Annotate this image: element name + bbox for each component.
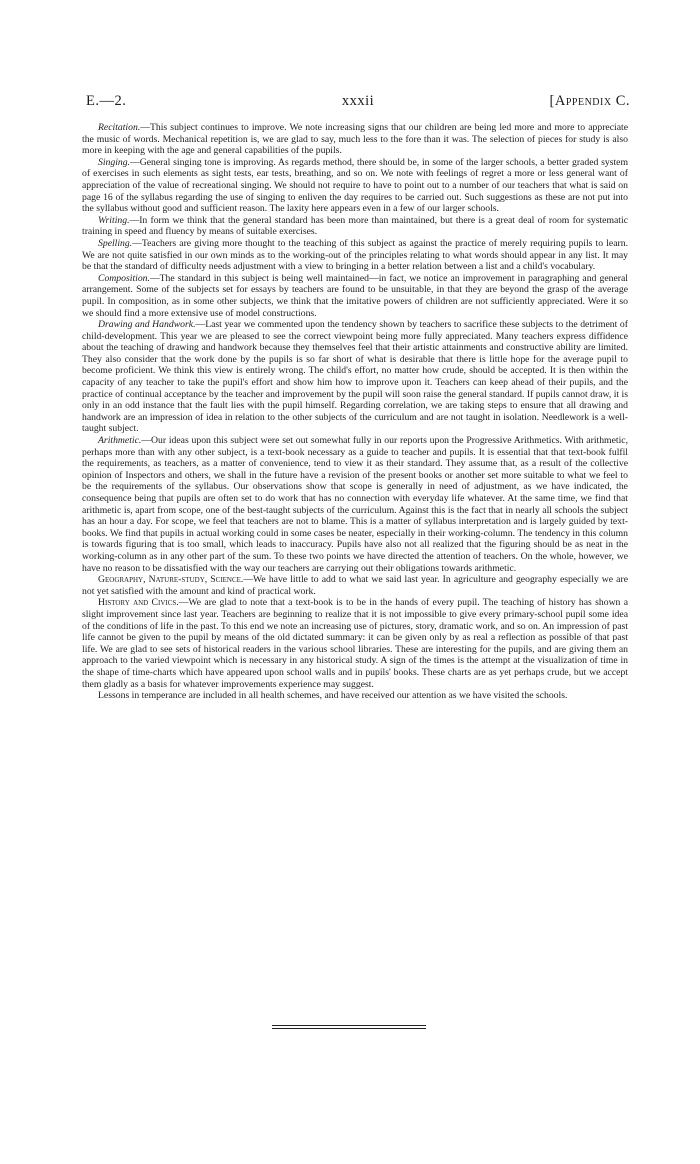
paragraph-text: —General singing tone is improving. As regards method, there should be, in some of the larger schools, a better graded system of exercises in such elements as sight tests, ear tests, breathing, and so on. We note with feelings of regret a more or less general want of appreciation of the value of recreational singing. We should not require to have to point out to a number of our teachers that what is said on page 16 of the syllabus regarding the use of singing to enliven the day requires to be carried out. Such suggestions as these are not put into the syllabus without good and sufficient reason. The laxity here appears even in a few of our larger schools.	[82, 156, 628, 215]
paragraph-composition	[82, 273, 628, 319]
body-text	[82, 122, 628, 702]
paragraph-heading: Singing.	[98, 156, 131, 168]
paragraph-text: —Teachers are giving more thought to the teaching of this subject as against the practice of merely requiring pupils to learn. We are not quite satisfied in our own minds as to the working-out of the principles relating to what words should appear in any list. It may be that the standard of difficulty needs adjustment with a view to bringing in a better relation between a list and a child's vocabulary.	[82, 237, 628, 273]
paragraph-heading: Arithmetic.	[98, 435, 142, 447]
paragraph-drawing-handwork	[82, 319, 628, 435]
paragraph-text: —The standard in this subject is being well maintained—in fact, we notice an improvement in paragraphing and general arrangement. Some of the subjects set for essays by teachers are found to be unsuitable, in that they are beyond the grasp of the average pupil. In composition, as in some other subjects, we think that the imitative powers of children are not sufficiently appreciated. Were it so we should find a more extensive use of model constructions.	[82, 272, 628, 319]
paragraph-heading: Writing.	[98, 214, 130, 226]
paragraph-history-civics	[82, 597, 628, 690]
paragraph-text: —In form we think that the general standard has been more than maintained, but there is a great deal of room for systematic training in speed and fluency by means of suitable exercises.	[82, 214, 628, 238]
paragraph-text: —This subject continues to improve. We note increasing signs that our children are being led more and more to appreciate the music of words. Mechanical repetition is, we are glad to say, much less to the fore than it was. The selection of pieces for study is also more in keeping with the age and general capabilities of the pupils.	[82, 122, 628, 157]
paragraph-spelling	[82, 238, 628, 273]
paragraph-heading: Spelling.	[98, 237, 133, 249]
paragraph-heading: History and Civics.	[98, 597, 179, 609]
paragraph-text: —We are glad to note that a text-book is to be in the hands of every pupil. The teaching of history has shown a slight improvement since last year. Teachers are beginning to realize that it is not impossible to give every primary-school pupil some idea of the conditions of life in the past. To this end we note an increasing use of pictures, story, dramatic work, and so on. An impression of past life cannot be given to the pupil by means of the old dictated summary: it can be given only by as real a reflection as possible of that past life. We are glad to see sets of historical readers in the various school libraries. These are interesting for the pupils, and are giving them an approach to the varied viewpoint which is necessary in any historical study. A sign of the times is the attempt at the visualization of time in the shape of time-charts which have appeared upon school walls and in pupils' books. These charts are as yet perhaps crude, but we accept them gladly as a basis for whatever improvements experience may suggest.	[82, 597, 629, 690]
page-header	[86, 93, 630, 110]
paragraph-heading: Drawing and Handwork.	[98, 319, 196, 331]
paragraph-heading: Recitation.	[98, 122, 141, 133]
header-appendix: [Appendix C.	[549, 93, 630, 109]
paragraph-arithmetic	[82, 435, 628, 574]
end-rule-divider	[272, 1025, 426, 1029]
paragraph-recitation	[82, 122, 628, 157]
paragraph-singing	[82, 157, 628, 215]
header-reference: E.—2.	[86, 93, 127, 109]
paragraph-text: —Our ideas upon this subject were set out somewhat fully in our reports upon the Progressive Arithmetics. With arithmetic, perhaps more than with any other subject, is a text-book necessary as a guide to teacher and pupils. It is essential that that text-book fulfil the requirements, as teachers, as a matter of convenience, tend to view it as their standard. They assume that, as a result of the collective opinion of Inspectors and others, we shall in the future have a revision of the present books or another set more suitable to what we feel to be the requirements of the syllabus. Our observations show that scope is generally in need of adjustment, as we have indicated, the consequence being that pupils are often set to do work that has no connection with everyday life whatever. At the same time, we find that arithmetic is, apart from scope, one of the best-taught subjects of the curriculum. Against this is the fact that in nearly all schools the subject has an hour a day. For scope, we feel that teachers are not to blame. This is a matter of syllabus interpretation and is largely guided by text-books. We find that pupils in actual working could in some cases be neater, especially in their working-column. The tendency in this column is towards figuring that is too small, which leads to inaccuracy. Pupils have also not all realized that the figuring should be as neat in the working-column as in any other part of the sum. To these two points we have directed the attention of teachers. On the whole, however, we have no reason to be dissatisfied with the way our teachers are carrying out their obligations towards arithmetic.	[82, 435, 628, 574]
paragraph-heading: Geography, Nature-study, Science.	[98, 574, 244, 586]
paragraph-text: —Last year we commented upon the tendency shown by teachers to sacrifice these subjects to the detriment of child-development. This year we are pleased to see the correct viewpoint being more fully appreciated. Many teachers express diffidence about the teaching of drawing and handwork because they themselves feel that their artistic attainments and constructive ability are limited. They also consider that the work done by the pupils is so far short of what is desirable that there is little hope for the average pupil to become proficient. We think this view is entirely wrong. The child's effort, no matter how crude, should be accepted. It is then within the capacity of any teacher to take the pupil's effort and show him how to improve upon it. Teachers can keep ahead of their pupils, and the practice of continual acceptance by the teacher and improvement by the pupil will soon raise the general standard. If pupils cannot draw, it is only in an odd instance that the fault lies with the pupil himself. Regarding correlation, we are taking steps to ensure that all drawing and handwork are an impression of idea in relation to the other subjects of the curriculum and are not taught in isolation. Needlework is a well-taught subject.	[82, 319, 628, 435]
paragraph-geography	[82, 574, 628, 597]
paragraph-writing	[82, 215, 628, 238]
page-number: xxxii	[341, 93, 375, 109]
paragraph-text: Lessons in temperance are included in all health schemes, and have received our attention as we have visited the schools.	[98, 690, 568, 702]
paragraph-temperance	[82, 690, 628, 702]
paragraph-heading: Composition.	[98, 272, 150, 284]
paragraph-text: —We have little to add to what we said last year. In agriculture and geography especially we are not yet satisfied with the amount and kind of practical work.	[82, 574, 629, 597]
